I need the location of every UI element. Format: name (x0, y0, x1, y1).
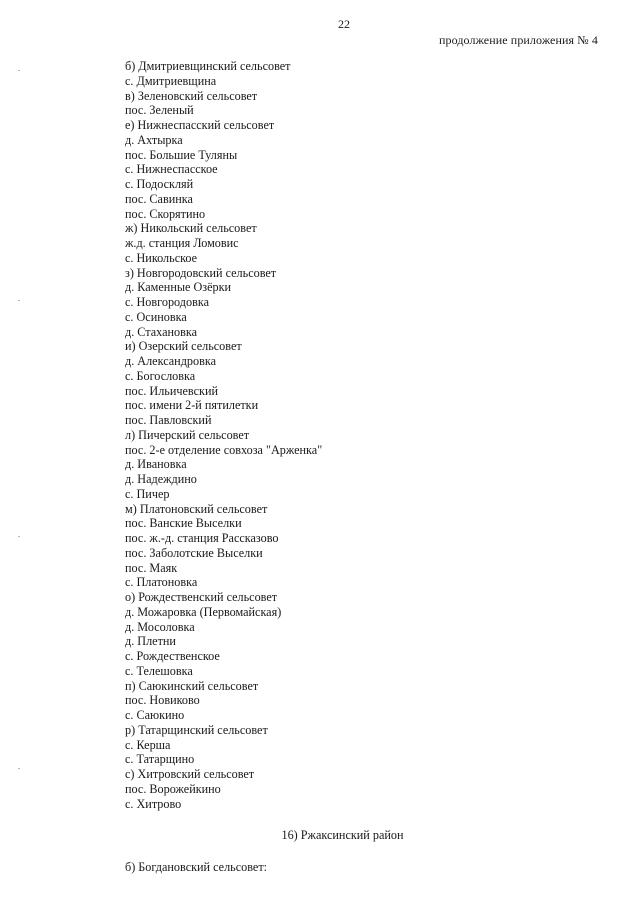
settlement-council-entry: о) Рождественский сельсовет (125, 590, 278, 604)
scan-margin-mark (18, 300, 20, 301)
settlement-entry: д. Мосоловка (125, 619, 195, 634)
settlement-entry: с. Саюкино (125, 708, 185, 722)
settlement-council-entry: з) Новгородовский сельсовет (125, 265, 277, 280)
scan-margin-mark (18, 768, 20, 769)
settlement-list (125, 59, 322, 811)
settlement-entry: пос. Павловский (125, 413, 212, 427)
settlement-entry: пос. Ворожейкино (125, 781, 221, 796)
settlement-entry: пос. имени 2-й пятилетки (125, 398, 259, 413)
settlement-entry: д. Ахтырка (125, 132, 183, 147)
settlement-entry: с. Осиновка (125, 309, 187, 324)
settlement-entry: с. Пичер (125, 486, 170, 501)
settlement-entry: пос. Новиково (125, 693, 200, 708)
settlement-entry: с. Хитрово (125, 796, 182, 811)
settlement-entry: с. Керша (125, 737, 171, 752)
scan-margin-mark (18, 70, 20, 71)
settlement-entry: ж.д. станция Ломовис (125, 236, 239, 250)
settlement-entry: пос. 2-е отделение совхоза "Арженка" (125, 442, 323, 457)
appendix-continuation-note: продолжение приложения № 4 (438, 33, 598, 47)
settlement-council-entry: б) Дмитриевщинский сельсовет (125, 59, 291, 73)
settlement-entry: с. Новгородовка (125, 295, 209, 309)
settlement-council-entry: п) Саюкинский сельсовет (125, 678, 259, 693)
settlement-council-entry: р) Татарщинский сельсовет (125, 722, 268, 737)
settlement-entry: пос. Заболотские Выселки (125, 545, 263, 560)
settlement-entry: д. Плетни (125, 634, 176, 649)
settlement-council-entry: б) Богдановский сельсовет: (125, 860, 268, 874)
district-heading: 16) Ржаксинский район (281, 828, 404, 842)
settlement-entry: д. Ивановка (125, 457, 187, 472)
settlement-entry: пос. Зеленый (125, 103, 194, 118)
settlement-entry: с. Рождественское (125, 649, 220, 663)
settlement-council-entry: е) Нижнеспасский сельсовет (125, 118, 275, 132)
settlement-entry: д. Можаровка (Первомайская) (125, 604, 282, 619)
settlement-entry: д. Александровка (125, 354, 216, 368)
settlement-entry: д. Стахановка (125, 324, 198, 339)
settlement-entry: с. Платоновка (125, 575, 198, 590)
settlement-entry: пос. Ильичевский (125, 383, 218, 398)
settlement-council-entry: м) Платоновский сельсовет (125, 501, 268, 516)
settlement-council-entry: с) Хитровский сельсовет (125, 767, 255, 781)
page-number: 22 (338, 17, 350, 31)
settlement-entry: пос. Большие Туляны (125, 147, 238, 162)
settlement-entry: с. Татарщино (125, 752, 195, 767)
settlement-entry: пос. Маяк (125, 560, 178, 575)
settlement-entry: с. Никольское (125, 250, 198, 265)
settlement-entry: пос. ж.-д. станция Рассказово (125, 531, 279, 545)
settlement-council-entry: ж) Никольский сельсовет (125, 221, 257, 236)
settlement-entry: с. Телешовка (125, 663, 193, 678)
settlement-entry: с. Дмитриевщина (125, 73, 217, 88)
settlement-entry: пос. Ванские Выселки (125, 516, 242, 531)
settlement-council-entry: л) Пичерский сельсовет (125, 427, 250, 442)
settlement-entry: д. Каменные Озёрки (125, 280, 232, 295)
settlement-entry: пос. Савинка (125, 191, 193, 206)
scan-margin-mark (18, 536, 20, 537)
settlement-entry: с. Нижнеспасское (125, 162, 218, 177)
settlement-entry: с. Богословка (125, 368, 196, 383)
settlement-council-entry: в) Зеленовский сельсовет (125, 88, 258, 103)
settlement-entry: пос. Скорятино (125, 206, 206, 221)
settlement-entry: с. Подоскляй (125, 177, 194, 191)
settlement-council-entry: и) Озерский сельсовет (125, 339, 242, 354)
settlement-entry: д. Надеждино (125, 472, 197, 486)
